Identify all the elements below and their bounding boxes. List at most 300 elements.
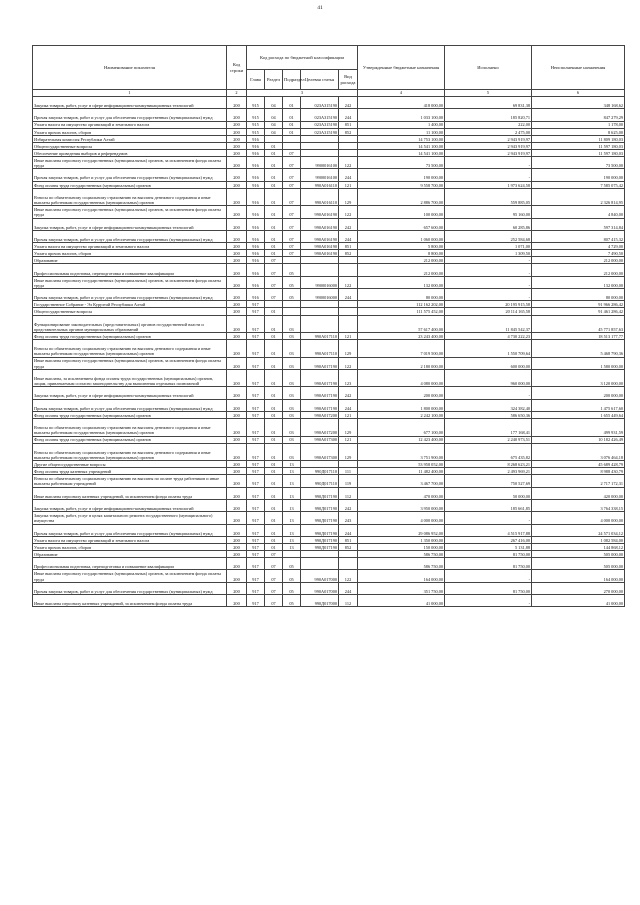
row-approved: 4 080 000,00	[358, 369, 445, 387]
row-expense-type: 242	[339, 387, 358, 399]
row-razdel: 01	[265, 536, 283, 543]
header-podrazdel: Подраздел	[283, 70, 301, 90]
row-glava: 917	[247, 551, 265, 558]
row-podrazdel: 03	[283, 443, 301, 461]
row-name: Взносы по обязательному социальному страхованию на выплаты по оплате труда работников и иные выплаты работникам учреждений	[33, 475, 227, 487]
row-name: Функционирование законодательных (представительных) органов государственной власти и представительных органов муниципальных образований	[33, 315, 227, 333]
row-executed: 2 943 919,97	[445, 142, 532, 149]
row-expense-type: 129	[339, 443, 358, 461]
row-executed: 600 000,00	[445, 357, 532, 369]
row-name: Общегосударственные вопросы	[33, 142, 227, 149]
row-executed: 267 416,00	[445, 536, 532, 543]
row-expense-type: 129	[339, 340, 358, 358]
row-target-article: 990А017110	[301, 340, 339, 358]
table-row	[33, 257, 625, 264]
row-unexecuted: 164 000,00	[532, 570, 625, 582]
row-target-article: 9900016000	[301, 276, 339, 288]
row-name: Прочая закупка товаров, работ и услуг для обеспечения государственных (муниципальных) нужд	[33, 109, 227, 121]
row-razdel: 01	[265, 411, 283, 418]
row-podrazdel: 05	[283, 289, 301, 301]
row-executed: 252 584,68	[445, 230, 532, 242]
row-unexecuted: 8 988 430,79	[532, 468, 625, 475]
header-razdel: Раздел	[265, 70, 283, 90]
row-code: 200	[227, 468, 247, 475]
row-target-article	[301, 461, 339, 468]
table-row	[33, 461, 625, 468]
row-name: Уплата налога на имущество организаций и земельного налога	[33, 121, 227, 128]
row-podrazdel: 03	[283, 315, 301, 333]
row-executed: -	[445, 387, 532, 399]
row-name: Фонд оплаты труда казенных учреждений	[33, 468, 227, 475]
row-executed: 1 550 709,64	[445, 340, 532, 358]
row-approved: 1 350 000,00	[358, 536, 445, 543]
row-approved: 100 000,00	[358, 206, 445, 218]
row-expense-type	[339, 558, 358, 570]
row-podrazdel: 03	[283, 436, 301, 443]
row-approved: 3 467 700,00	[358, 475, 445, 487]
row-name: Уплата прочих налогов, сборов	[33, 128, 227, 135]
row-razdel: 04	[265, 128, 283, 135]
row-razdel: 01	[265, 142, 283, 149]
row-code: 200	[227, 276, 247, 288]
row-razdel: 01	[265, 250, 283, 257]
row-executed: -	[445, 570, 532, 582]
row-glava: 916	[247, 188, 265, 206]
row-razdel: 01	[265, 468, 283, 475]
row-executed: 4 730 222,23	[445, 333, 532, 340]
row-unexecuted: 190 000,00	[532, 169, 625, 181]
row-razdel: 01	[265, 357, 283, 369]
row-executed: 2 943 919,97	[445, 135, 532, 142]
row-razdel: 01	[265, 475, 283, 487]
row-glava: 916	[247, 218, 265, 230]
row-name: Взносы по обязательному социальному страхованию на выплаты денежного содержания и иные выплаты работникам государственных (муниципальных) органов	[33, 188, 227, 206]
row-executed: -	[445, 157, 532, 169]
table-row	[33, 582, 625, 594]
row-approved: 11 100,00	[358, 128, 445, 135]
row-glava: 917	[247, 369, 265, 387]
row-expense-type: 852	[339, 250, 358, 257]
row-code: 200	[227, 436, 247, 443]
row-approved: 29 086 952,00	[358, 524, 445, 536]
row-podrazdel: 05	[283, 264, 301, 276]
row-approved: 150 000,00	[358, 543, 445, 550]
header-vid: Вид расхода	[339, 70, 358, 90]
row-code: 200	[227, 512, 247, 524]
row-razdel: 01	[265, 512, 283, 524]
table-row	[33, 399, 625, 411]
row-expense-type: 244	[339, 399, 358, 411]
row-expense-type: 122	[339, 357, 358, 369]
row-glava: 917	[247, 499, 265, 511]
row-unexecuted: 2 717 172,31	[532, 475, 625, 487]
row-expense-type: 121	[339, 436, 358, 443]
row-target-article: 990А017300	[301, 443, 339, 461]
row-name: Взносы по обязательному социальному страхованию на выплаты денежного содержания и иные выплаты работникам государственных (муниципальных) органов	[33, 419, 227, 437]
row-executed: 2 240 973,51	[445, 436, 532, 443]
row-target-article: 990Д017110	[301, 468, 339, 475]
row-unexecuted: 4 000 000,00	[532, 512, 625, 524]
row-glava: 917	[247, 475, 265, 487]
col-number: 3	[247, 90, 358, 97]
row-executed: 50 000,00	[445, 487, 532, 499]
row-podrazdel: 03	[283, 387, 301, 399]
table-row	[33, 543, 625, 550]
row-razdel: 01	[265, 315, 283, 333]
row-executed: -	[445, 169, 532, 181]
row-name: Образование	[33, 257, 227, 264]
row-executed: 675 435,82	[445, 443, 532, 461]
row-code: 200	[227, 315, 247, 333]
row-target-article: 990А017190	[301, 399, 339, 411]
row-target-article: 990А017300	[301, 436, 339, 443]
row-approved: 73 500,00	[358, 157, 445, 169]
row-code: 200	[227, 250, 247, 257]
row-name: Иные выплаты, за исключением фонда оплаты труда государственных (муниципальных) органов, лицам, привлекаемым согласно законодательству для выполнения отдельных полномочий	[33, 369, 227, 387]
row-target-article: 990А017190	[301, 357, 339, 369]
row-podrazdel: 05	[283, 595, 301, 607]
row-name: Фонд оплаты труда государственных (муниципальных) органов	[33, 181, 227, 188]
row-unexecuted: 200 000,00	[532, 387, 625, 399]
row-approved: 1 033 100,00	[358, 109, 445, 121]
table-row	[33, 443, 625, 461]
row-approved: 8 800,00	[358, 250, 445, 257]
header-unexecuted: Неисполненные назначения	[532, 46, 625, 90]
row-podrazdel: 13	[283, 543, 301, 550]
row-approved: 470 000,00	[358, 487, 445, 499]
row-expense-type	[339, 142, 358, 149]
row-razdel: 07	[265, 289, 283, 301]
row-approved: 41 000,00	[358, 595, 445, 607]
row-target-article: 990А016190	[301, 250, 339, 257]
row-expense-type: 123	[339, 369, 358, 387]
row-razdel: 01	[265, 149, 283, 156]
table-row	[33, 181, 625, 188]
row-expense-type	[339, 315, 358, 333]
row-razdel: 01	[265, 188, 283, 206]
header-budget-class: Код расхода по бюджетной классификации	[247, 46, 358, 70]
row-unexecuted: 212 000,00	[532, 264, 625, 276]
row-expense-type	[339, 135, 358, 142]
row-name: Профессиональная подготовка, переподготовка и повышение квалификации	[33, 264, 227, 276]
row-target-article: 990А016110	[301, 181, 339, 188]
row-glava: 916	[247, 289, 265, 301]
row-expense-type: 852	[339, 543, 358, 550]
table-body	[33, 97, 625, 607]
row-approved: 5 800,00	[358, 243, 445, 250]
row-target-article: 990А016190	[301, 206, 339, 218]
row-target-article	[301, 315, 339, 333]
row-name: Закупка товаров, работ, услуг в сфере информационно-коммуникационных технологий	[33, 387, 227, 399]
row-code: 200	[227, 169, 247, 181]
table-row	[33, 135, 625, 142]
row-expense-type: 112	[339, 595, 358, 607]
row-unexecuted: 807 415,32	[532, 230, 625, 242]
row-glava: 917	[247, 570, 265, 582]
row-name: Закупка товаров, работ, услуг в целях капитального ремонта государственного (муниципального) имущества	[33, 512, 227, 524]
row-unexecuted: 45 771 857,63	[532, 315, 625, 333]
row-expense-type: 244	[339, 289, 358, 301]
row-target-article: 990Д017190	[301, 512, 339, 524]
row-razdel	[265, 135, 283, 142]
header-approved: Утвержденные бюджетные назначения	[358, 46, 445, 90]
row-approved: 586 750,00	[358, 551, 445, 558]
row-executed: 81 750,00	[445, 558, 532, 570]
row-executed: 81 750,00	[445, 582, 532, 594]
table-row	[33, 169, 625, 181]
row-unexecuted: 3 764 338,15	[532, 499, 625, 511]
row-glava: 916	[247, 250, 265, 257]
row-unexecuted: 144 868,12	[532, 543, 625, 550]
row-code: 200	[227, 399, 247, 411]
row-glava: 916	[247, 230, 265, 242]
row-target-article: 9900016000	[301, 289, 339, 301]
row-glava: 915	[247, 121, 265, 128]
row-expense-type: 122	[339, 157, 358, 169]
row-code: 200	[227, 135, 247, 142]
row-code: 200	[227, 264, 247, 276]
row-target-article: 990А017200	[301, 411, 339, 418]
row-podrazdel: 07	[283, 206, 301, 218]
row-expense-type: 244	[339, 524, 358, 536]
row-executed: 5 131,88	[445, 543, 532, 550]
row-expense-type	[339, 301, 358, 308]
row-podrazdel: 07	[283, 188, 301, 206]
row-unexecuted: 4 840,00	[532, 206, 625, 218]
row-name: Другие общегосударственные вопросы	[33, 461, 227, 468]
row-razdel: 07	[265, 558, 283, 570]
row-approved: 164 000,00	[358, 570, 445, 582]
row-expense-type	[339, 264, 358, 276]
row-name: Прочая закупка товаров, работ и услуг для обеспечения государственных (муниципальных) нужд	[33, 169, 227, 181]
row-unexecuted: 7 490,50	[532, 250, 625, 257]
row-podrazdel: 13	[283, 487, 301, 499]
row-podrazdel: 05	[283, 558, 301, 570]
row-expense-type: 121	[339, 333, 358, 340]
row-code: 200	[227, 230, 247, 242]
row-razdel: 01	[265, 419, 283, 437]
row-executed: -	[445, 289, 532, 301]
row-name: Иные выплаты персоналу казенных учреждений, за исключением фонда оплаты труда	[33, 487, 227, 499]
row-unexecuted: 91 966 286,42	[532, 301, 625, 308]
row-unexecuted: 5 468 790,36	[532, 340, 625, 358]
row-target-article: 990А017000	[301, 582, 339, 594]
row-executed: 324 382,40	[445, 399, 532, 411]
table-row	[33, 512, 625, 524]
row-expense-type	[339, 461, 358, 468]
row-approved: 14 753 100,00	[358, 135, 445, 142]
row-glava: 917	[247, 436, 265, 443]
row-razdel: 01	[265, 487, 283, 499]
row-glava: 916	[247, 276, 265, 288]
row-approved: 418 000,00	[358, 97, 445, 109]
row-unexecuted: 11 809 180,03	[532, 135, 625, 142]
row-executed: 20 195 915,58	[445, 301, 532, 308]
row-target-article: 990А017200	[301, 419, 339, 437]
row-podrazdel: 03	[283, 399, 301, 411]
table-row	[33, 499, 625, 511]
row-razdel: 07	[265, 257, 283, 264]
header-executed: Исполнено	[445, 46, 532, 90]
row-executed: 2 475,00	[445, 128, 532, 135]
table-row	[33, 536, 625, 543]
row-podrazdel	[283, 301, 301, 308]
row-target-article: 9900016100	[301, 169, 339, 181]
row-razdel: 01	[265, 369, 283, 387]
row-approved: 2 180 000,00	[358, 357, 445, 369]
row-code: 200	[227, 524, 247, 536]
row-name: Закупка товаров, работ, услуг в сфере информационно-коммуникационных технологий	[33, 218, 227, 230]
row-podrazdel: 07	[283, 149, 301, 156]
row-podrazdel: 13	[283, 512, 301, 524]
row-approved: 212 000,00	[358, 264, 445, 276]
row-razdel: 01	[265, 399, 283, 411]
row-executed: 960 000,00	[445, 369, 532, 387]
row-razdel: 01	[265, 308, 283, 315]
row-unexecuted: 91 461 286,42	[532, 308, 625, 315]
row-expense-type: 111	[339, 468, 358, 475]
row-approved: 53 958 052,00	[358, 461, 445, 468]
row-razdel	[265, 301, 283, 308]
row-unexecuted: 3 076 464,18	[532, 443, 625, 461]
row-razdel: 01	[265, 181, 283, 188]
row-unexecuted: 847 279,29	[532, 109, 625, 121]
row-executed: 185 820,71	[445, 109, 532, 121]
row-code: 200	[227, 206, 247, 218]
row-executed: 177 168,41	[445, 419, 532, 437]
row-name: Прочая закупка товаров, работ и услуг для обеспечения государственных (муниципальных) нужд	[33, 289, 227, 301]
row-code: 200	[227, 411, 247, 418]
row-name: Иные выплаты персоналу государственных (муниципальных) органов, за исключением фонда оплаты труда	[33, 157, 227, 169]
row-glava: 917	[247, 595, 265, 607]
row-glava: 917	[247, 387, 265, 399]
row-unexecuted: 24 571 034,12	[532, 524, 625, 536]
row-podrazdel: 05	[283, 276, 301, 288]
row-name: Иные выплаты персоналу государственных (муниципальных) органов, за исключением фонда оплаты труда	[33, 276, 227, 288]
row-razdel: 01	[265, 206, 283, 218]
row-unexecuted: 11 597 180,03	[532, 142, 625, 149]
row-unexecuted: 499 931,59	[532, 419, 625, 437]
row-glava: 916	[247, 257, 265, 264]
row-glava: 917	[247, 399, 265, 411]
row-name: Иные выплаты персоналу государственных (муниципальных) органов, за исключением фонда оплаты труда	[33, 570, 227, 582]
table-row	[33, 142, 625, 149]
table-row	[33, 357, 625, 369]
row-approved: 200 000,00	[358, 387, 445, 399]
row-razdel: 04	[265, 109, 283, 121]
row-approved: 57 617 400,00	[358, 315, 445, 333]
row-approved: 14 541 100,00	[358, 142, 445, 149]
row-code: 200	[227, 499, 247, 511]
row-glava: 916	[247, 243, 265, 250]
row-glava: 916	[247, 181, 265, 188]
row-expense-type: 244	[339, 109, 358, 121]
row-podrazdel	[283, 308, 301, 315]
table-row	[33, 387, 625, 399]
row-approved: 1 400,00	[358, 121, 445, 128]
row-code: 200	[227, 128, 247, 135]
row-razdel: 04	[265, 121, 283, 128]
row-executed: -	[445, 512, 532, 524]
row-glava: 917	[247, 315, 265, 333]
row-podrazdel: 13	[283, 524, 301, 536]
row-name: Закупка товаров, работ, услуг в сфере информационно-коммуникационных технологий	[33, 499, 227, 511]
row-expense-type: 129	[339, 419, 358, 437]
row-target-article: 990Д017190	[301, 499, 339, 511]
row-podrazdel: 03	[283, 369, 301, 387]
row-code: 200	[227, 289, 247, 301]
row-expense-type: 242	[339, 218, 358, 230]
row-razdel: 01	[265, 461, 283, 468]
row-name: Фонд оплаты труда государственных (муниципальных) органов	[33, 411, 227, 418]
page-number: 41	[317, 5, 323, 11]
table-row	[33, 218, 625, 230]
row-unexecuted: 1 475 617,60	[532, 399, 625, 411]
row-expense-type: 121	[339, 181, 358, 188]
row-razdel: 01	[265, 524, 283, 536]
row-razdel: 07	[265, 595, 283, 607]
row-target-article: 990А016190	[301, 230, 339, 242]
row-razdel: 01	[265, 230, 283, 242]
row-unexecuted: 212 000,00	[532, 257, 625, 264]
row-target-article: 990А016110	[301, 188, 339, 206]
row-approved: 2 886 700,00	[358, 188, 445, 206]
row-target-article: 023А315190	[301, 109, 339, 121]
table-row	[33, 333, 625, 340]
col-number: 4	[358, 90, 445, 97]
row-target-article	[301, 558, 339, 570]
row-expense-type: 852	[339, 128, 358, 135]
row-glava: 916	[247, 157, 265, 169]
table-row	[33, 308, 625, 315]
row-target-article	[301, 264, 339, 276]
row-code: 200	[227, 570, 247, 582]
row-name: Иные выплаты персоналу государственных (муниципальных) органов, за исключением фонда оплаты труда	[33, 357, 227, 369]
row-executed: -	[445, 264, 532, 276]
row-target-article	[301, 257, 339, 264]
row-target-article: 990А016190	[301, 218, 339, 230]
row-name: Уплата налога на имущество организаций и земельного налога	[33, 536, 227, 543]
row-name: Уплата прочих налогов, сборов	[33, 543, 227, 550]
table-row	[33, 419, 625, 437]
row-podrazdel: 07	[283, 250, 301, 257]
row-approved: 3 751 900,00	[358, 443, 445, 461]
row-executed: 750 527,69	[445, 475, 532, 487]
col-number: 1	[33, 90, 227, 97]
row-code: 200	[227, 543, 247, 550]
row-unexecuted: 41 000,00	[532, 595, 625, 607]
row-podrazdel	[283, 257, 301, 264]
row-glava: 917	[247, 443, 265, 461]
row-executed: -	[445, 276, 532, 288]
table-row	[33, 149, 625, 156]
row-expense-type	[339, 308, 358, 315]
row-approved: 11 482 400,00	[358, 468, 445, 475]
row-podrazdel: 07	[283, 169, 301, 181]
row-executed: 60 285,86	[445, 218, 532, 230]
row-code: 200	[227, 551, 247, 558]
row-podrazdel: 03	[283, 333, 301, 340]
row-code: 200	[227, 149, 247, 156]
row-executed: -	[445, 595, 532, 607]
row-podrazdel: 01	[283, 128, 301, 135]
row-code: 200	[227, 157, 247, 169]
row-glava: 917	[247, 536, 265, 543]
row-razdel: 01	[265, 243, 283, 250]
row-target-article	[301, 149, 339, 156]
row-podrazdel: 13	[283, 536, 301, 543]
row-glava: 917	[247, 411, 265, 418]
